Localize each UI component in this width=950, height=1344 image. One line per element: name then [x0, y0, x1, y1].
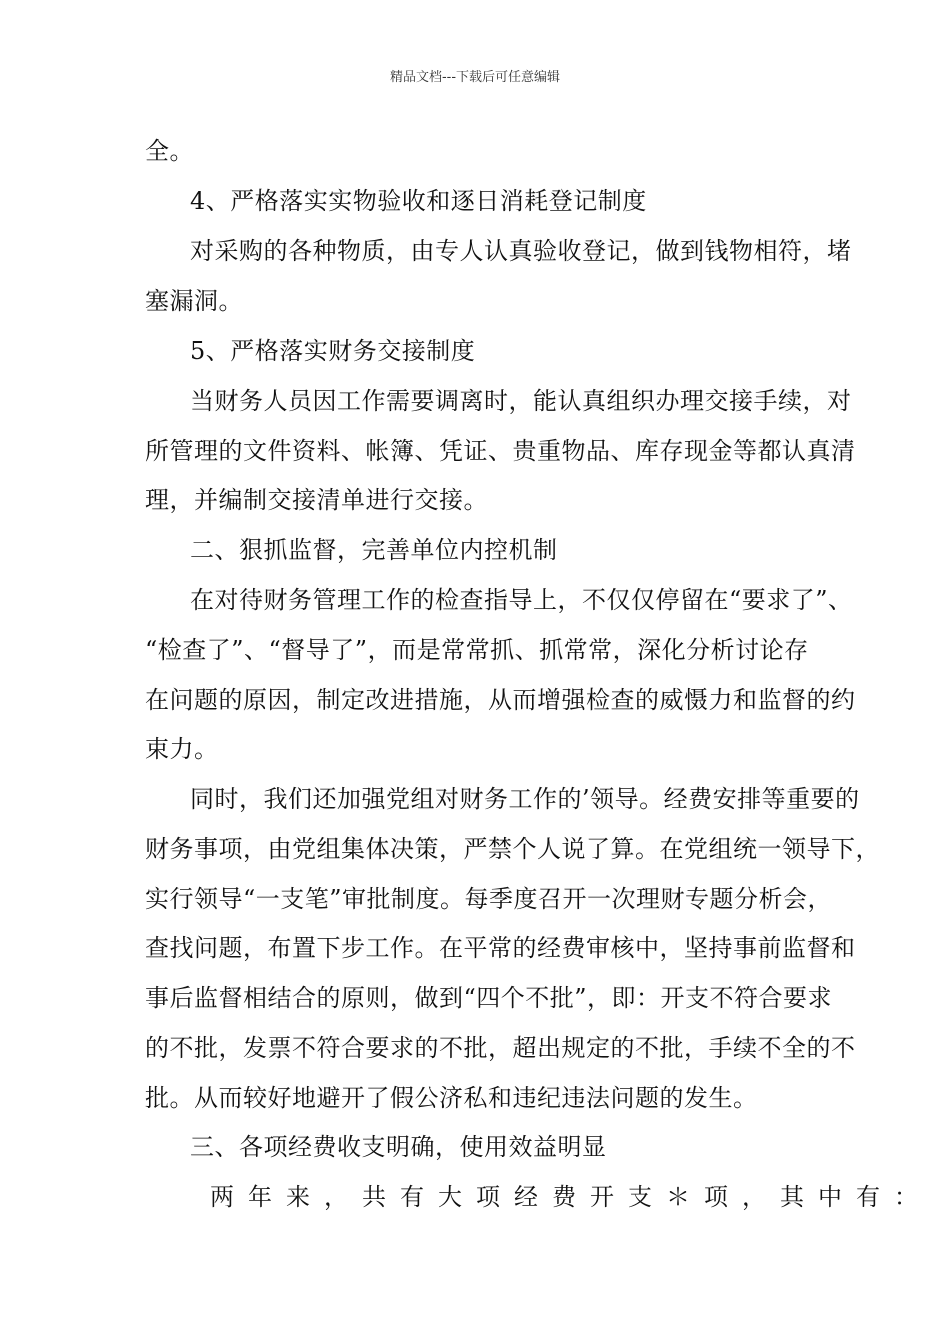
text-line: 全。: [145, 137, 194, 165]
text-line: 查找问题，布置下步工作。在平常的经费审核中，坚持事前监督和: [145, 934, 856, 962]
section-heading: 三、各项经费收支明确，使用效益明显: [190, 1133, 607, 1161]
text-line: 批。从而较好地避开了假公济私和违纪违法问题的发生。: [145, 1084, 758, 1112]
text-line: 所管理的文件资料、帐簿、凭证、贵重物品、库存现金等都认真清: [145, 437, 856, 465]
text-line: 财务事项，由党组集体决策，严禁个人说了算。在党组统一领导下，: [145, 835, 880, 863]
text-line: 在对待财务管理工作的检查指导上，不仅仅停留在“要求了”、: [190, 586, 853, 614]
text-line: 事后监督相结合的原则，做到“四个不批”，即：开支不符合要求: [145, 984, 833, 1012]
text-line: 当财务人员因工作需要调离时，能认真组织办理交接手续，对: [190, 387, 852, 415]
section-heading: 5、严格落实财务交接制度: [190, 337, 476, 365]
text-line: 理，并编制交接清单进行交接。: [145, 486, 488, 514]
text-line: 两年来，共有大项经费开支＊项，其中有：: [210, 1183, 932, 1211]
text-line: “检查了”、“督导了”，而是常常抓、抓常常，深化分析讨论存: [145, 636, 809, 664]
text-line: 的不批，发票不符合要求的不批，超出规定的不批，手续不全的不: [145, 1034, 856, 1062]
text-line: 塞漏洞。: [145, 287, 243, 315]
section-heading: 4、严格落实实物验收和逐日消耗登记制度: [190, 187, 647, 215]
section-heading: 二、狠抓监督，完善单位内控机制: [190, 536, 558, 564]
text-line: 在问题的原因，制定改进措施，从而增强检查的威慑力和监督的约: [145, 686, 856, 714]
text-line: 对采购的各种物质，由专人认真验收登记，做到钱物相符，堵: [190, 237, 852, 265]
text-line: 束力。: [145, 735, 219, 763]
text-line: 实行领导“一支笔”审批制度。每季度召开一次理财专题分析会，: [145, 885, 833, 913]
text-line: 同时，我们还加强党组对财务工作的’领导。经费安排等重要的: [190, 785, 860, 813]
page-header: 精品文档---下载后可任意编辑: [389, 70, 561, 85]
